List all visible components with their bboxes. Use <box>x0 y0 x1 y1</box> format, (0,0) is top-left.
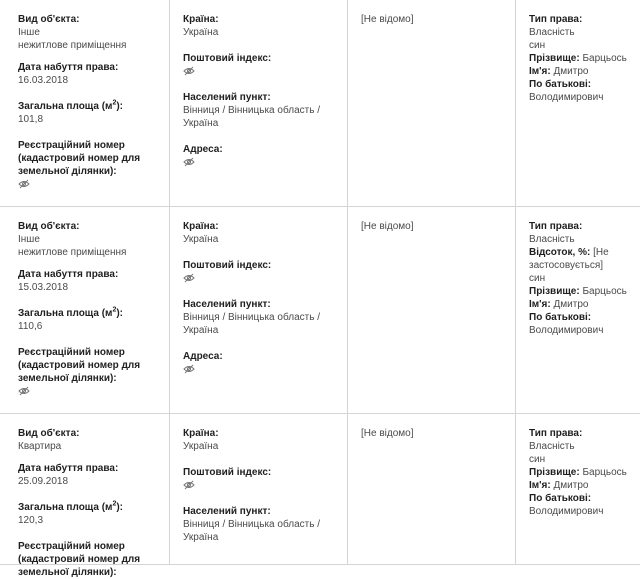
percent-label: Відсоток, %: <box>529 247 591 258</box>
country-label: Країна: <box>183 221 219 232</box>
value-cell <box>348 207 516 413</box>
unknown-value: [Не відомо] <box>361 428 414 439</box>
acquired-date-label: Дата набуття права: <box>18 269 119 280</box>
total-area-value: 110,6 <box>18 321 43 332</box>
eye-slash-icon[interactable] <box>183 364 195 374</box>
surname-label: Прізвище: <box>529 286 580 297</box>
name-value: Дмитро <box>553 480 589 491</box>
table-row <box>0 207 640 414</box>
eye-slash-icon[interactable] <box>183 480 195 490</box>
right-type-label: Тип права: <box>529 221 583 232</box>
surname-value: Барцьось <box>582 286 627 297</box>
unknown-value: [Не відомо] <box>361 221 414 232</box>
eye-slash-icon[interactable] <box>183 157 195 167</box>
rights-cell <box>516 414 640 564</box>
settlement-label: Населений пункт: <box>183 506 271 517</box>
postal-code-label: Поштовий індекс: <box>183 260 272 271</box>
country-label: Країна: <box>183 14 219 25</box>
country-value: Україна <box>183 441 219 452</box>
rights-cell <box>516 207 640 413</box>
object-type-label: Вид об'єкта: <box>18 428 80 439</box>
patronymic-label: По батькові: <box>529 493 592 504</box>
settlement-value-2: Україна <box>183 118 219 129</box>
object-type-value: Квартира <box>18 441 62 452</box>
name-line <box>529 65 640 78</box>
total-area-label: Загальна площа $(м^2)$: <box>18 99 124 112</box>
name-value: Дмитро <box>553 66 589 77</box>
surname-label: Прізвище: <box>529 467 580 478</box>
total-area-value: 101,8 <box>18 114 44 125</box>
name-line <box>529 479 640 492</box>
reg-number-label: Реєстраційний номер (кадастровий номер для земельної ділянки): <box>18 541 141 578</box>
settlement-label: Населений пункт: <box>183 299 271 310</box>
address-label: Адреса: <box>183 351 223 362</box>
surname-value: Барцьось <box>582 467 627 478</box>
surname-line <box>529 52 640 65</box>
right-type-label: Тип права: <box>529 428 583 439</box>
settlement-label: Населений пункт: <box>183 92 271 103</box>
value-cell <box>348 0 516 206</box>
percent-line <box>529 246 640 259</box>
right-type-label: Тип права: <box>529 14 583 25</box>
total-area-value: 120,3 <box>18 515 44 526</box>
settlement-value-2: Україна <box>183 325 219 336</box>
surname-value: Барцьось <box>582 53 627 64</box>
object-info-cell <box>0 207 170 413</box>
object-type-label: Вид об'єкта: <box>18 14 80 25</box>
country-value: Україна <box>183 27 219 38</box>
acquired-date-value: 15.03.2018 <box>18 282 69 293</box>
location-cell <box>170 414 348 564</box>
object-info-cell <box>0 0 170 206</box>
patronymic-label: По батькові: <box>529 312 592 323</box>
patronymic-label: По батькові: <box>529 79 592 90</box>
acquired-date-value: 25.09.2018 <box>18 476 69 487</box>
object-type-value: Інше <box>18 27 40 38</box>
percent-value-2: застосовується] <box>529 260 604 271</box>
object-info-cell <box>0 414 170 578</box>
surname-label: Прізвище: <box>529 53 580 64</box>
reg-number-label: Реєстраційний номер (кадастровий номер для земельної ділянки): <box>18 140 141 177</box>
eye-slash-icon[interactable] <box>18 179 30 189</box>
total-area-label: Загальна площа $(м^2)$: <box>18 306 124 319</box>
right-type-value: Власність <box>529 234 575 245</box>
table-row <box>0 414 640 578</box>
postal-code-label: Поштовий індекс: <box>183 53 272 64</box>
name-value: Дмитро <box>553 299 589 310</box>
total-area-label: Загальна площа $(м^2)$: <box>18 500 124 513</box>
acquired-date-label: Дата набуття права: <box>18 62 119 73</box>
location-cell <box>170 0 348 206</box>
settlement-value: Вінниця / Вінницька область / <box>183 105 320 116</box>
patronymic-value: Володимирович <box>529 92 604 103</box>
name-label: Ім'я: <box>529 480 551 491</box>
eye-slash-icon[interactable] <box>18 386 30 396</box>
rights-cell <box>516 0 640 206</box>
patronymic-value: Володимирович <box>529 325 604 336</box>
surname-line <box>529 466 640 479</box>
object-type-value-2: нежитлове приміщення <box>18 247 127 258</box>
table-row <box>0 0 640 207</box>
settlement-value: Вінниця / Вінницька область / <box>183 519 320 530</box>
reg-number-label: Реєстраційний номер (кадастровий номер для земельної ділянки): <box>18 347 141 384</box>
right-type-value: Власність <box>529 441 575 452</box>
object-type-value: Інше <box>18 234 40 245</box>
patronymic-value: Володимирович <box>529 506 604 517</box>
right-type-value: Власність <box>529 27 575 38</box>
country-value: Україна <box>183 234 219 245</box>
relation-value: син <box>529 454 546 465</box>
acquired-date-value: 16.03.2018 <box>18 75 69 86</box>
name-line <box>529 298 640 311</box>
country-label: Країна: <box>183 428 219 439</box>
eye-slash-icon[interactable] <box>183 66 195 76</box>
postal-code-label: Поштовий індекс: <box>183 467 272 478</box>
object-type-label: Вид об'єкта: <box>18 221 80 232</box>
settlement-value-2: Україна <box>183 532 219 543</box>
address-label: Адреса: <box>183 144 223 155</box>
location-cell <box>170 207 348 413</box>
percent-value: [Не <box>593 247 609 258</box>
settlement-value: Вінниця / Вінницька область / <box>183 312 320 323</box>
name-label: Ім'я: <box>529 299 551 310</box>
relation-value: син <box>529 40 546 51</box>
unknown-value: [Не відомо] <box>361 14 414 25</box>
object-type-value-2: нежитлове приміщення <box>18 40 127 51</box>
eye-slash-icon[interactable] <box>183 273 195 283</box>
acquired-date-label: Дата набуття права: <box>18 463 119 474</box>
surname-line <box>529 285 640 298</box>
name-label: Ім'я: <box>529 66 551 77</box>
relation-value: син <box>529 273 546 284</box>
value-cell <box>348 414 516 564</box>
